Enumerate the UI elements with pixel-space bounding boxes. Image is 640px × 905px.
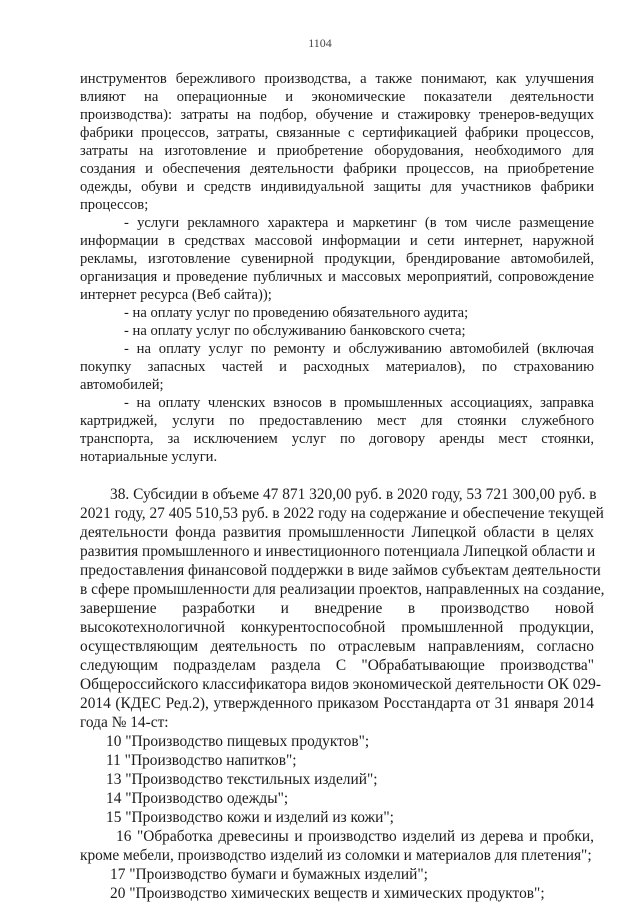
text-line: осуществляющим деятельность по отраслевым направлениям, согласно [80, 638, 594, 655]
text-line: развития промышленного и инвестиционного потенциала Липецкой области и [80, 543, 596, 560]
text-line: - услуги рекламного характера и маркетинг (в том числе размещение [124, 215, 594, 231]
text-line: интернет ресурса (Веб сайта)); [80, 287, 272, 303]
list-item: 20 "Производство химических веществ и химических продуктов"; [110, 885, 545, 902]
text-line: картриджей, услуги по предоставлению мест для стоянки служебного [80, 413, 594, 429]
list-item: 10 "Производство пищевых продуктов"; [106, 733, 370, 750]
list-item: 11 "Производство напитков"; [106, 752, 297, 769]
text-line: нотариальные услуги. [80, 449, 218, 465]
list-item: 14 "Производство одежды"; [106, 790, 289, 807]
list-item: 13 "Производство текстильных изделий"; [106, 771, 378, 788]
list-item: 17 "Производство бумаги и бумажных изделий"; [110, 866, 428, 883]
text-line: влияют на операционные и экономические показатели деятельности [80, 89, 594, 105]
text-line: - на оплату членских взносов в промышленных ассоциациях, заправка [124, 395, 594, 411]
text-line: Общероссийского классификатора видов экономической деятельности ОК 029- [80, 676, 602, 693]
text-line: завершение разработки и внедрение в производство новой [80, 600, 594, 617]
text-line: года № 14-ст: [80, 714, 169, 731]
text-line: следующим подразделам раздела С "Обрабатывающие производства" [80, 657, 594, 674]
text-line: высокотехнологичной конкурентоспособной промышленной продукции, [80, 619, 594, 636]
text-line: автомобилей; [80, 377, 164, 393]
list-item: 16 "Обработка древесины и производство изделий из дерева и пробки, [116, 828, 594, 845]
text-line: кроме мебели, производство изделий из соломки и материалов для плетения"; [80, 847, 592, 864]
text-line: - на оплату услуг по проведению обязательного аудита; [124, 305, 469, 321]
text-line: 2014 (КДЕС Ред.2), утвержденного приказом Росстандарта от 31 января 2014 [80, 695, 594, 712]
text-line: рекламы, изготовление сувенирной продукции, брендирование автомобилей, [80, 251, 594, 267]
text-line: производства): затраты на подбор, обучение и стажировку тренеров-ведущих [80, 107, 594, 123]
text-line: информации в средствах массовой информации и сети интернет, наружной [80, 233, 594, 249]
text-line: процессов; [80, 197, 149, 213]
text-line: транспорта, за исключением услуг по договору аренды мест стоянки, [80, 431, 594, 447]
text-line: - на оплату услуг по ремонту и обслуживанию автомобилей (включая [124, 341, 594, 357]
text-line: создания и обеспечения деятельности фабрики процессов, на приобретение [80, 161, 594, 177]
text-line: деятельности фонда развития промышленности Липецкой области в целях [80, 524, 594, 541]
text-line: фабрики процессов, затраты, связанные с сертификацией фабрики процессов, [80, 125, 594, 141]
text-line: покупку запасных частей и расходных материалов), по страхованию [80, 359, 594, 375]
text-line: предоставления финансовой поддержки в виде займов субъектам деятельности [80, 562, 601, 579]
page-number: 1104 [308, 36, 332, 50]
text-line: - на оплату услуг по обслуживанию банковского счета; [124, 323, 466, 339]
text-line: 2021 году, 27 405 510,53 руб. в 2022 году на содержание и обеспечение текущей [80, 505, 604, 522]
text-line: 38. Субсидии в объеме 47 871 320,00 руб. в 2020 году, 53 721 300,00 руб. в [110, 486, 597, 503]
text-line: организация и проведение публичных и массовых мероприятий, сопровождение [80, 269, 594, 285]
text-line: в сфере промышленности для реализации проектов, направленных на создание, [80, 581, 605, 598]
text-line: инструментов бережливого производства, а также понимают, как улучшения [80, 71, 594, 87]
text-line: одежды, обуви и средств индивидуальной защиты для участников фабрики [80, 179, 594, 195]
list-item: 15 "Производство кожи и изделий из кожи"; [106, 809, 394, 826]
text-line: затраты на изготовление и приобретение оборудования, необходимого для [80, 143, 594, 159]
